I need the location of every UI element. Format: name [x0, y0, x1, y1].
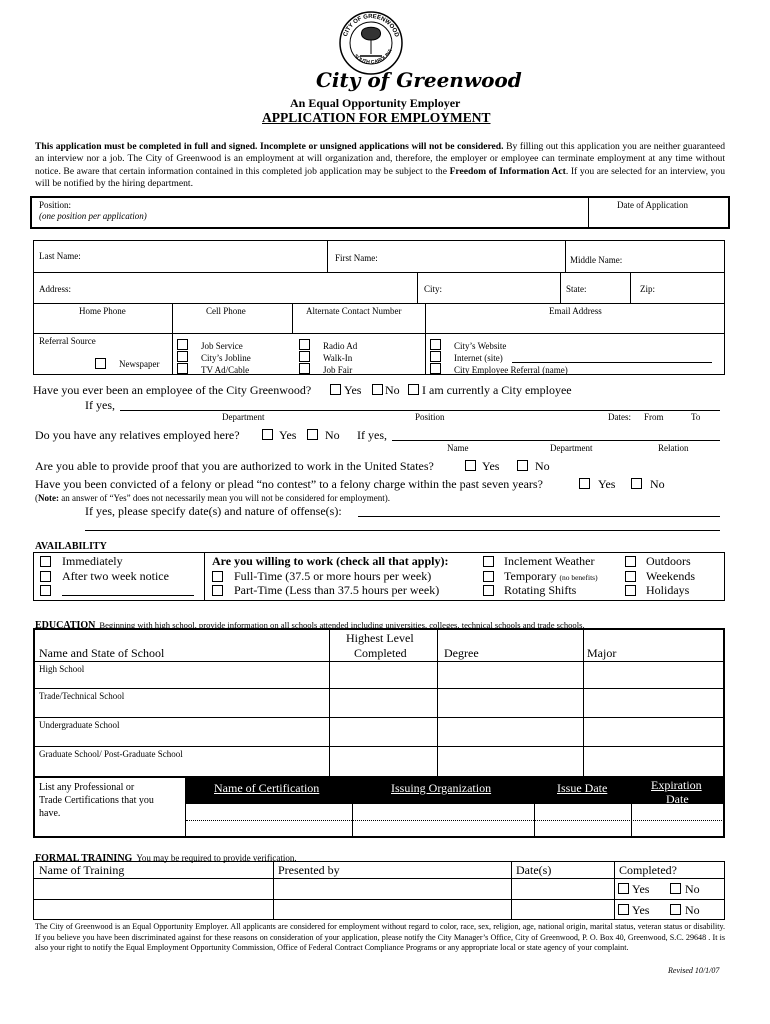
checkbox-newspaper[interactable] [95, 358, 106, 369]
checkbox-work-auth-no[interactable] [517, 460, 528, 471]
intro-text-1: By filling out this application you are neither guaranteed an interview nor a job. The City of Greenwood is an employment at will organization and, therefore, the employer or employee can terminate employment at any time without notice. Be aware that certain information contained in this completed job application may be subject to the [35, 141, 726, 177]
training-col-completed: Completed? [619, 863, 677, 877]
former-employee-if-yes: If yes, [85, 398, 115, 412]
former-from-label: From [644, 412, 664, 422]
city-seal [338, 10, 404, 76]
former-employee-details-field[interactable] [120, 410, 720, 411]
felony-no: No [650, 477, 665, 491]
avail-weekends: Weekends [646, 569, 696, 583]
date-of-application-field[interactable] [590, 212, 726, 227]
felony-note-text: an answer of “Yes” does not necessarily mean you will not be considered for employment). [59, 493, 390, 503]
training1-no: No [685, 882, 700, 896]
intro-text-2: . If you are selected for an interview, you will be notified by the hiring department. [35, 165, 725, 189]
first-name-label: First Name: [335, 253, 378, 263]
former-employee-no: No [385, 383, 400, 397]
address-field[interactable] [82, 276, 412, 300]
checkbox-radio-ad[interactable] [299, 339, 310, 350]
edu-trade-field[interactable] [35, 703, 327, 715]
address-label: Address: [39, 284, 71, 294]
checkbox-job-service[interactable] [177, 339, 188, 350]
checkbox-work-auth-yes[interactable] [465, 460, 476, 471]
header-subtitle: An Equal Opportunity Employer [290, 96, 461, 110]
checkbox-weekends[interactable] [625, 571, 636, 582]
availability-heading: AVAILABILITY [35, 541, 107, 552]
referral-walk-in: Walk-In [323, 353, 353, 363]
former-employee-yes: Yes [344, 383, 362, 397]
checkbox-training1-no[interactable] [670, 883, 681, 894]
edu-row-undergrad: Undergraduate School [39, 720, 120, 730]
training-heading: FORMAL TRAINING [35, 853, 133, 864]
seal-text-bottom: SOUTH CAROLINA [352, 48, 394, 66]
edu-col-school: Name and State of School [39, 646, 165, 660]
checkbox-two-week-notice[interactable] [40, 571, 51, 582]
checkbox-holidays[interactable] [625, 585, 636, 596]
avail-immediately: Immediately [62, 554, 123, 568]
middle-name-label: Middle Name: [570, 255, 623, 265]
avail-outdoors: Outdoors [646, 554, 691, 568]
felony-note-open: ( [35, 493, 38, 503]
felony-yes: Yes [598, 477, 616, 491]
cert-label-1: List any Professional or [39, 782, 135, 793]
seal-text-top: CITY OF GREENWOOD [342, 13, 400, 38]
avail-full-time: Full-Time (37.5 or more hours per week) [234, 569, 432, 583]
avail-part-time: Part-Time (Less than 37.5 hours per week) [234, 583, 440, 597]
work-auth-yes: Yes [482, 459, 500, 473]
avail-two-week: After two week notice [62, 569, 169, 583]
cert-col-exp-1: Expiration [651, 778, 702, 792]
edu-col-level-1: Highest Level [346, 631, 414, 645]
checkbox-full-time[interactable] [212, 571, 223, 582]
edu-col-level-2: Completed [354, 646, 407, 660]
home-phone-label: Home Phone [79, 306, 126, 316]
date-of-application-label: Date of Application [617, 200, 688, 210]
checkbox-felony-yes[interactable] [579, 478, 590, 489]
cert-label-2: Trade Certifications that you [39, 795, 154, 806]
felony-specify: If yes, please specify date(s) and nature of offense(s): [85, 504, 342, 518]
training1-yes: Yes [632, 882, 650, 896]
referral-job-service: Job Service [201, 341, 243, 351]
zip-label: Zip: [640, 284, 655, 294]
willing-to-work-question: Are you willing to work (check all that apply): [212, 554, 449, 568]
employee-referral-name-field[interactable] [584, 374, 715, 375]
training2-no: No [685, 903, 700, 917]
revised-date: Revised 10/1/07 [668, 966, 720, 975]
training-note: You may be required to provide verification. [136, 853, 297, 863]
cell-phone-field[interactable] [175, 318, 289, 331]
felony-note-label: Note: [38, 493, 59, 503]
avail-inclement-weather: Inclement Weather [504, 554, 595, 568]
training-row-2[interactable] [35, 901, 611, 919]
felony-question: Have you been convicted of a felony or plead “no contest” to a felony charge within the past seven years? [35, 477, 543, 491]
city-field[interactable] [448, 276, 556, 300]
avail-temporary [504, 569, 598, 584]
training-row-1[interactable] [35, 880, 611, 898]
cell-phone-label: Cell Phone [206, 306, 246, 316]
cert-col-org: Issuing Organization [391, 781, 492, 795]
cert-col-name: Name of Certification [214, 781, 320, 795]
checkbox-immediately[interactable] [40, 556, 51, 567]
relatives-question: Do you have any relatives employed here? [35, 428, 240, 442]
position-field[interactable] [120, 198, 580, 226]
edu-undergrad-field[interactable] [35, 732, 327, 744]
edu-row-graduate: Graduate School/ Post-Graduate School [39, 749, 183, 759]
middle-name-field[interactable] [632, 245, 722, 269]
checkbox-job-fair[interactable] [299, 363, 310, 374]
referral-employee-referral: City Employee Referral (name) [454, 365, 568, 375]
referral-radio-ad: Radio Ad [323, 341, 358, 351]
relatives-if-yes: If yes, [357, 428, 387, 442]
page-title: APPLICATION FOR EMPLOYMENT [262, 110, 491, 125]
alt-contact-label: Alternate Contact Number [306, 306, 402, 316]
training-col-name: Name of Training [39, 863, 125, 877]
checkbox-former-employee-no[interactable] [372, 384, 383, 395]
former-employee-question: Have you ever been an employee of the City Greenwood? [33, 383, 312, 397]
work-auth-no: No [535, 459, 550, 473]
avail-other-field[interactable] [62, 595, 194, 596]
position-note: (one position per application) [39, 211, 147, 221]
cert-label-3: have. [39, 808, 61, 819]
checkbox-rotating-shifts[interactable] [483, 585, 494, 596]
zip-field[interactable] [660, 276, 722, 300]
checkbox-training2-yes[interactable] [618, 904, 629, 915]
checkbox-internet[interactable] [430, 351, 441, 362]
alt-contact-field[interactable] [295, 318, 422, 331]
referral-internet: Internet (site) [454, 353, 503, 363]
former-to-label: To [691, 412, 701, 422]
avail-temporary-note: (no benefits) [559, 573, 598, 582]
referral-citys-jobline: City’s Jobline [201, 353, 251, 363]
first-name-field[interactable] [390, 245, 560, 269]
referral-tv-ad: TV Ad/Cable [201, 365, 250, 375]
avail-holidays: Holidays [646, 583, 690, 597]
edu-col-degree: Degree [444, 646, 479, 660]
edu-graduate-field[interactable] [35, 761, 327, 774]
edu-row-high-school: High School [39, 664, 85, 674]
checkbox-training1-yes[interactable] [618, 883, 629, 894]
current-employee-label: I am currently a City employee [422, 383, 572, 397]
training-col-presenter: Presented by [278, 863, 340, 877]
referral-citys-website: City’s Website [454, 341, 507, 351]
checkbox-citys-website[interactable] [430, 339, 441, 350]
cert-col-exp-2: Date [666, 792, 689, 806]
cert-row-1[interactable] [187, 806, 723, 819]
former-dates-label: Dates: [608, 412, 631, 422]
edu-high-school-field[interactable] [35, 675, 327, 687]
checkbox-citys-jobline[interactable] [177, 351, 188, 362]
relatives-details-field[interactable] [392, 440, 720, 441]
former-position-label: Position [415, 412, 445, 422]
state-label: State: [566, 284, 587, 294]
position-label: Position: [39, 200, 72, 210]
checkbox-relatives-no[interactable] [307, 429, 318, 440]
relatives-dept-label: Department [550, 443, 593, 453]
home-phone-field[interactable] [36, 318, 169, 331]
former-dept-label: Department [222, 412, 265, 422]
referral-job-fair: Job Fair [323, 365, 353, 375]
relatives-name-label: Name [447, 443, 469, 453]
checkbox-walk-in[interactable] [299, 351, 310, 362]
footer-eeo-text: The City of Greenwood is an Equal Opportunity Employer. All applicants are considered for employment without regard to color, race, sex, religion, age, national origin, marital status, veteran status or disability. If you believe you have been discriminated against for these reasons on consideration of your application, please notify the City Manager’s Office, City of Greenwood, P. O. Box 40, Greenwood, S.C. 29648 . It is also your right to notify the Equal Employment Opportunity Commission, Office of Federal Contract Compliance Programs or any appropriate local or state agency of your complaint. [35, 922, 725, 953]
training-col-dates: Date(s) [516, 863, 552, 877]
training2-yes: Yes [632, 903, 650, 917]
avail-temporary-label: Temporary [504, 569, 557, 583]
felony-details-field[interactable] [358, 516, 720, 517]
checkbox-inclement-weather[interactable] [483, 556, 494, 567]
edu-col-major: Major [587, 646, 617, 660]
checkbox-felony-no[interactable] [631, 478, 642, 489]
internet-site-field[interactable] [512, 362, 712, 363]
relatives-yes: Yes [279, 428, 297, 442]
state-field[interactable] [595, 276, 627, 300]
referral-newspaper: Newspaper [119, 359, 160, 369]
felony-note [35, 493, 390, 503]
checkbox-temporary[interactable] [483, 571, 494, 582]
checkbox-training2-no[interactable] [670, 904, 681, 915]
checkbox-former-employee-yes[interactable] [330, 384, 341, 395]
email-label: Email Address [549, 306, 602, 316]
referral-source-label: Referral Source [39, 336, 96, 346]
checkbox-employee-referral[interactable] [430, 363, 441, 374]
work-auth-question: Are you able to provide proof that you are authorized to work in the United States? [35, 459, 434, 473]
edu-row-trade: Trade/Technical School [39, 691, 125, 701]
felony-details-field-2[interactable] [85, 530, 720, 531]
cert-row-2[interactable] [187, 822, 723, 836]
checkbox-tv-ad[interactable] [177, 363, 188, 374]
intro-foia: Freedom of Information Act [449, 165, 566, 177]
last-name-field[interactable] [90, 245, 322, 269]
email-field[interactable] [428, 318, 722, 331]
checkbox-avail-other[interactable] [40, 585, 51, 596]
last-name-label: Last Name: [39, 251, 81, 261]
avail-rotating-shifts: Rotating Shifts [504, 583, 577, 597]
checkbox-relatives-yes[interactable] [262, 429, 273, 440]
checkbox-current-employee[interactable] [408, 384, 419, 395]
intro-bold: This application must be completed in full and signed. Incomplete or unsigned applications will not be considered. [35, 141, 504, 152]
relatives-relation-label: Relation [658, 443, 689, 453]
education-note: Beginning with high school, provide information on all schools attended including universities, colleges, technical schools and trade schools. [99, 620, 585, 630]
relatives-no: No [325, 428, 340, 442]
city-label: City: [424, 284, 443, 294]
intro-paragraph [35, 141, 725, 190]
city-name: City of Greenwood [316, 68, 522, 92]
checkbox-outdoors[interactable] [625, 556, 636, 567]
education-heading: EDUCATION [35, 620, 96, 631]
cert-col-issue: Issue Date [557, 781, 608, 795]
checkbox-part-time[interactable] [212, 585, 223, 596]
